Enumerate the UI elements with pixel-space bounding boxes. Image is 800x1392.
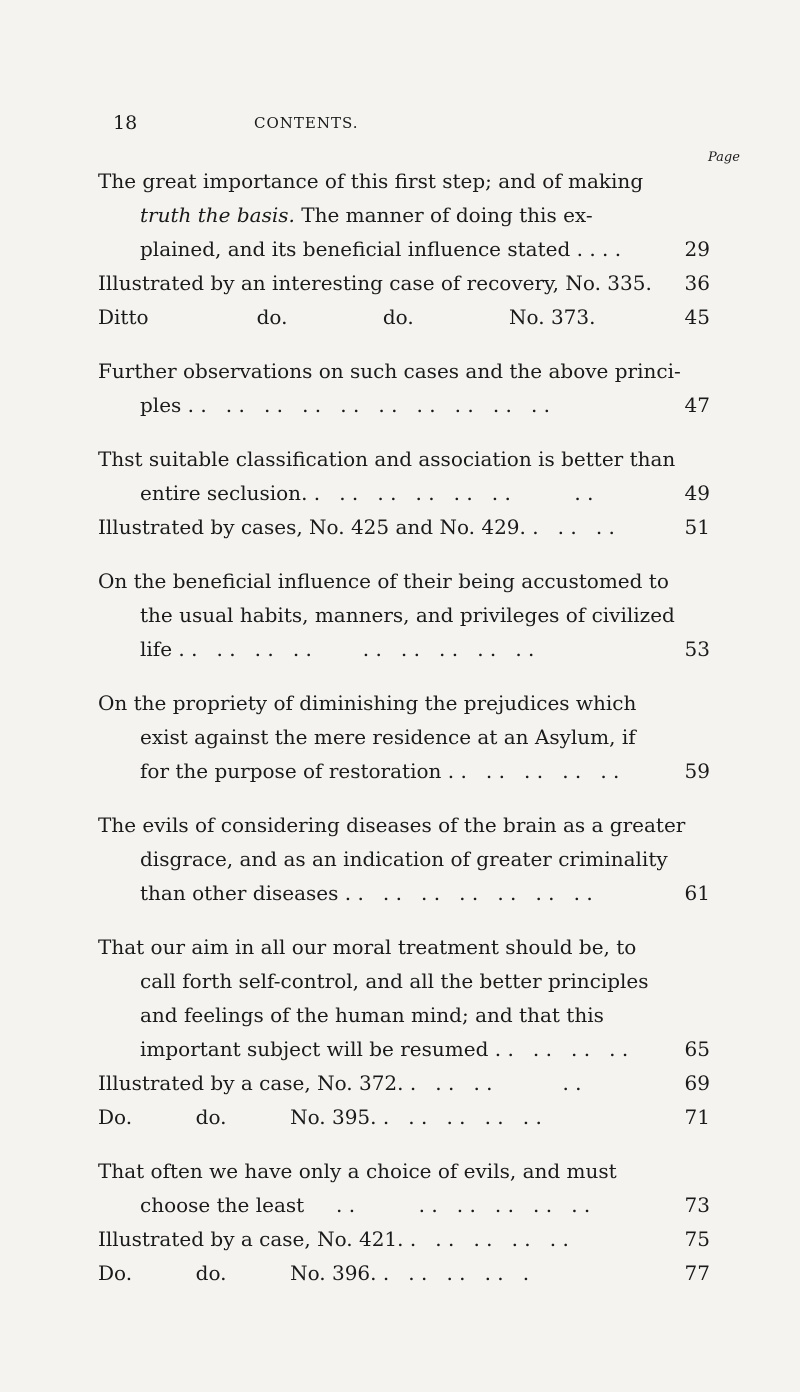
entry-page: 73 (684, 1193, 710, 1217)
page-number: 18 (113, 112, 138, 134)
entry-text: than other diseases . . . . . . . . . . . . . . (140, 881, 593, 905)
entry-text: Illustrated by a case, No. 372. . . . . . . . (98, 1071, 582, 1095)
entry-text: choose the least . . . . . . . . . . . . (140, 1193, 591, 1217)
entry-line (98, 388, 710, 422)
entry-text: Do. do. No. 396. . . . . . . . . (98, 1261, 530, 1285)
entry-line: Thst suitable classification and association is better than (98, 447, 676, 471)
entry-page: 45 (684, 305, 710, 329)
entry-page: 51 (684, 515, 710, 539)
contents-entry (98, 1154, 710, 1222)
entry-page: 65 (684, 1037, 710, 1061)
contents-entry (98, 510, 710, 544)
running-head: CONTENTS. (254, 114, 359, 132)
entry-line (98, 476, 710, 510)
entry-page: 61 (684, 881, 710, 905)
entry-text: Ditto do. do. No. 373. (98, 305, 596, 329)
entry-page: 49 (684, 481, 710, 505)
entry-text: important subject will be resumed . . . . . . . . (140, 1037, 629, 1061)
entry-page: 36 (684, 271, 710, 295)
contents-entry (98, 930, 710, 1066)
contents-entry (98, 1100, 710, 1134)
page-column-label: Page (708, 150, 740, 165)
entry-line: On the propriety of diminishing the prejudices which (98, 691, 637, 715)
entry-line (98, 232, 710, 266)
entry-text: life . . . . . . . . . . . . . . . . . . (140, 637, 535, 661)
entry-line: exist against the mere residence at an Asylum, if (140, 725, 636, 749)
contents-entry (98, 164, 710, 266)
entry-page: 53 (684, 637, 710, 661)
contents-entry (98, 564, 710, 666)
entry-line: The great importance of this first step; and of making (98, 169, 644, 193)
entry-line (98, 1256, 710, 1290)
entry-page: 59 (684, 759, 710, 783)
entry-page: 47 (684, 393, 710, 417)
contents-entry (98, 1222, 710, 1256)
entry-text: Illustrated by cases, No. 425 and No. 429. . . . . . (98, 515, 615, 539)
entry-line: The evils of considering diseases of the brain as a greater (98, 813, 686, 837)
entry-line: and feelings of the human mind; and that this (140, 1003, 604, 1027)
contents-entry (98, 808, 710, 910)
entry-line: the usual habits, manners, and privileges of civilized (140, 603, 675, 627)
entry-line (98, 754, 710, 788)
contents-entry (98, 354, 710, 422)
contents-entry (98, 1066, 710, 1100)
entry-line (98, 1188, 710, 1222)
entry-line (98, 1222, 710, 1256)
entry-text: for the purpose of restoration . . . . . . . . . . (140, 759, 620, 783)
entry-page: 75 (684, 1227, 710, 1251)
entry-line: call forth self-control, and all the better principles (140, 969, 649, 993)
entry-line: truth the basis. The manner of doing this ex- (140, 203, 593, 227)
entry-text: Illustrated by a case, No. 421. . . . . . . . . . (98, 1227, 569, 1251)
contents-list (98, 164, 710, 1290)
entry-page: 29 (684, 237, 710, 261)
entry-text: ples . . . . . . . . . . . . . . . . . . . . (140, 393, 551, 417)
entry-line (98, 266, 710, 300)
entry-line (98, 632, 710, 666)
entry-page: 77 (684, 1261, 710, 1285)
entry-line (98, 1100, 710, 1134)
entry-page: 69 (684, 1071, 710, 1095)
entry-text: plained, and its beneficial influence stated . . . . (140, 237, 622, 261)
contents-entry (98, 300, 710, 334)
contents-entry (98, 1256, 710, 1290)
entry-line: On the beneficial influence of their being accustomed to (98, 569, 669, 593)
entry-line (98, 1066, 710, 1100)
entry-text: Illustrated by an interesting case of recovery, No. 335. (98, 271, 652, 295)
entry-line (98, 300, 710, 334)
entry-line: That often we have only a choice of evils, and must (98, 1159, 617, 1183)
entry-line: That our aim in all our moral treatment should be, to (98, 935, 637, 959)
entry-line: Further observations on such cases and the above princi- (98, 359, 681, 383)
entry-text: Do. do. No. 395. . . . . . . . . . (98, 1105, 542, 1129)
entry-line (98, 510, 710, 544)
entry-line: disgrace, and as an indication of greater criminality (140, 847, 668, 871)
entry-line (98, 876, 710, 910)
entry-text: entire seclusion. . . . . . . . . . . . . . (140, 481, 594, 505)
contents-entry (98, 686, 710, 788)
entry-page: 71 (684, 1105, 710, 1129)
contents-entry (98, 266, 710, 300)
entry-line (98, 1032, 710, 1066)
contents-entry (98, 442, 710, 510)
